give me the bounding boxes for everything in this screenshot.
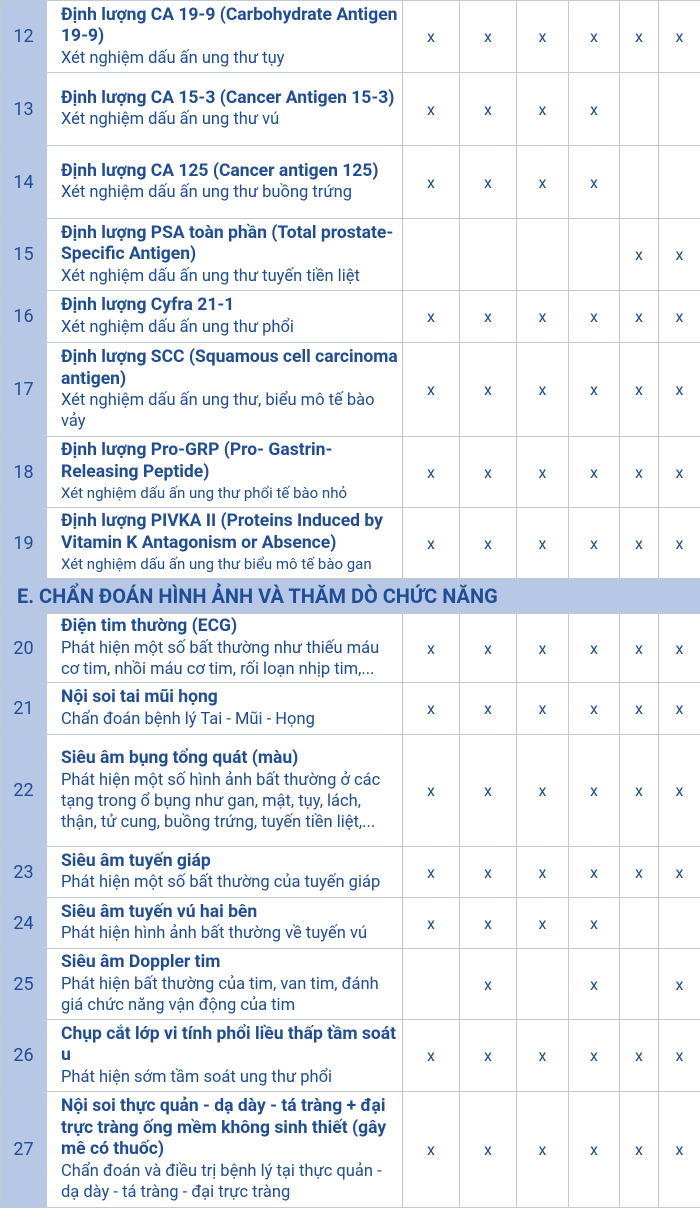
package-3-mark	[517, 219, 569, 291]
row-number: 12	[1, 1, 47, 73]
table-row	[1, 614, 700, 683]
service-title: Chụp cắt lớp vi tính phổi liều thấp tầm soát u	[61, 1024, 400, 1067]
table-row	[1, 949, 700, 1020]
row-number: 17	[1, 343, 47, 437]
package-3-mark: x	[517, 683, 569, 735]
package-2-mark: x	[460, 73, 517, 146]
package-6-mark	[659, 146, 700, 219]
package-6-mark	[659, 73, 700, 146]
service-title: Định lượng Cyfra 21-1	[61, 295, 400, 317]
package-5-mark: x	[620, 343, 659, 437]
package-6-mark: x	[659, 614, 700, 683]
package-4-mark: x	[569, 1, 620, 73]
package-6-mark: x	[659, 291, 700, 343]
row-number: 24	[1, 898, 47, 949]
row-number: 25	[1, 949, 47, 1020]
package-5-mark	[620, 73, 659, 146]
package-5-mark: x	[620, 508, 659, 579]
table-row	[1, 1, 700, 73]
package-5-mark: x	[620, 735, 659, 847]
package-1-mark: x	[403, 847, 460, 898]
package-1-mark: x	[403, 291, 460, 343]
package-3-mark: x	[517, 146, 569, 219]
row-number: 23	[1, 847, 47, 898]
package-4-mark: x	[569, 146, 620, 219]
package-6-mark: x	[659, 437, 700, 508]
package-1-mark: x	[403, 1092, 460, 1208]
row-number: 18	[1, 437, 47, 508]
package-3-mark: x	[517, 73, 569, 146]
package-5-mark: x	[620, 1, 659, 73]
package-6-mark: x	[659, 949, 700, 1020]
service-description	[47, 1092, 403, 1208]
package-3-mark: x	[517, 437, 569, 508]
package-3-mark: x	[517, 735, 569, 847]
package-2-mark: x	[460, 146, 517, 219]
service-subtitle: Chẩn đoán và điều trị bệnh lý tại thực quản - dạ dày - tá tràng - đại trực tràng	[61, 1161, 400, 1203]
package-1-mark: x	[403, 614, 460, 683]
service-description	[47, 437, 403, 508]
service-subtitle: Phát hiện một số hình ảnh bất thường ở các tạng trong ổ bụng như gan, mật, tụy, lách, thận, tử cung, buồng trứng, tuyến tiền liệt,...	[61, 770, 400, 833]
service-description	[47, 735, 403, 847]
service-description	[47, 847, 403, 898]
package-3-mark: x	[517, 847, 569, 898]
row-number: 26	[1, 1020, 47, 1092]
row-number: 13	[1, 73, 47, 146]
package-3-mark: x	[517, 1, 569, 73]
service-title: Định lượng PSA toàn phần (Total prostate-Specific Antigen)	[61, 223, 400, 266]
service-subtitle: Phát hiện một số bất thường như thiếu máu cơ tim, nhồi máu cơ tim, rối loạn nhịp tim,...	[61, 638, 400, 680]
package-3-mark: x	[517, 614, 569, 683]
package-4-mark: x	[569, 343, 620, 437]
service-description	[47, 1, 403, 73]
service-title: Định lượng CA 125 (Cancer antigen 125)	[61, 161, 400, 183]
package-4-mark: x	[569, 73, 620, 146]
package-6-mark: x	[659, 1020, 700, 1092]
row-number: 20	[1, 614, 47, 683]
row-number: 21	[1, 683, 47, 735]
package-6-mark: x	[659, 847, 700, 898]
package-2-mark: x	[460, 847, 517, 898]
service-title: Định lượng CA 19-9 (Carbohydrate Antigen 19-9)	[61, 5, 400, 48]
row-number: 27	[1, 1092, 47, 1208]
service-title: Điện tim thường (ECG)	[61, 616, 400, 638]
service-description	[47, 898, 403, 949]
package-5-mark	[620, 949, 659, 1020]
service-title: Nội soi thực quản - dạ dày - tá tràng + đại trực tràng ống mềm không sinh thiết (gây mê có thuốc)	[61, 1096, 400, 1161]
package-2-mark: x	[460, 735, 517, 847]
package-2-mark: x	[460, 1, 517, 73]
package-3-mark: x	[517, 898, 569, 949]
table-row	[1, 291, 700, 343]
package-4-mark: x	[569, 898, 620, 949]
table-row	[1, 735, 700, 847]
package-2-mark: x	[460, 1020, 517, 1092]
package-2-mark: x	[460, 949, 517, 1020]
service-title: Siêu âm tuyến giáp	[61, 851, 400, 873]
section-title: E. CHẨN ĐOÁN HÌNH ẢNH VÀ THĂM DÒ CHỨC NĂNG	[1, 579, 700, 614]
package-5-mark: x	[620, 614, 659, 683]
service-subtitle: Phát hiện sớm tầm soát ung thư phổi	[61, 1067, 400, 1088]
package-6-mark	[659, 898, 700, 949]
table-row	[1, 73, 700, 146]
package-4-mark: x	[569, 949, 620, 1020]
service-subtitle: Chẩn đoán bệnh lý Tai - Mũi - Họng	[61, 709, 400, 730]
service-title: Siêu âm bụng tổng quát (màu)	[61, 748, 400, 770]
service-subtitle: Xét nghiệm dấu ấn ung thư, biểu mô tế bào vảy	[61, 390, 400, 432]
service-title: Định lượng CA 15-3 (Cancer Antigen 15-3)	[61, 88, 400, 110]
service-subtitle: Xét nghiệm dấu ấn ung thư biểu mô tế bào gan	[61, 554, 400, 575]
package-5-mark: x	[620, 1092, 659, 1208]
service-subtitle: Xét nghiệm dấu ấn ung thư phổi tế bào nhỏ	[61, 483, 400, 504]
package-6-mark: x	[659, 343, 700, 437]
service-description	[47, 683, 403, 735]
package-1-mark: x	[403, 146, 460, 219]
package-5-mark: x	[620, 219, 659, 291]
package-4-mark: x	[569, 614, 620, 683]
table-row	[1, 847, 700, 898]
package-5-mark: x	[620, 437, 659, 508]
package-3-mark: x	[517, 291, 569, 343]
service-description	[47, 614, 403, 683]
table-row	[1, 1092, 700, 1208]
package-4-mark: x	[569, 1020, 620, 1092]
table-row	[1, 219, 700, 291]
service-description	[47, 508, 403, 579]
package-6-mark: x	[659, 219, 700, 291]
service-subtitle: Xét nghiệm dấu ấn ung thư tuyến tiền liệt	[61, 266, 400, 287]
package-2-mark: x	[460, 1092, 517, 1208]
package-5-mark: x	[620, 1020, 659, 1092]
package-2-mark: x	[460, 291, 517, 343]
package-1-mark: x	[403, 437, 460, 508]
package-1-mark: x	[403, 508, 460, 579]
package-5-mark: x	[620, 847, 659, 898]
table-row	[1, 146, 700, 219]
package-4-mark: x	[569, 735, 620, 847]
table-row	[1, 343, 700, 437]
service-subtitle: Phát hiện hình ảnh bất thường về tuyến vú	[61, 923, 400, 944]
package-5-mark: x	[620, 291, 659, 343]
package-3-mark: x	[517, 1020, 569, 1092]
package-6-mark: x	[659, 508, 700, 579]
service-description	[47, 146, 403, 219]
package-1-mark: x	[403, 73, 460, 146]
table-row	[1, 437, 700, 508]
package-5-mark	[620, 146, 659, 219]
package-6-mark: x	[659, 1, 700, 73]
package-1-mark: x	[403, 1, 460, 73]
package-2-mark: x	[460, 898, 517, 949]
service-subtitle: Xét nghiệm dấu ấn ung thư tụy	[61, 48, 400, 69]
package-4-mark: x	[569, 683, 620, 735]
package-5-mark: x	[620, 683, 659, 735]
package-6-mark: x	[659, 1092, 700, 1208]
package-2-mark: x	[460, 343, 517, 437]
service-title: Siêu âm tuyến vú hai bên	[61, 902, 400, 924]
package-1-mark: x	[403, 735, 460, 847]
service-title: Nội soi tai mũi họng	[61, 687, 400, 709]
package-2-mark	[460, 219, 517, 291]
package-1-mark	[403, 949, 460, 1020]
package-2-mark: x	[460, 437, 517, 508]
package-6-mark: x	[659, 683, 700, 735]
service-subtitle: Phát hiện một số bất thường của tuyến giáp	[61, 872, 400, 893]
package-1-mark: x	[403, 1020, 460, 1092]
package-6-mark: x	[659, 735, 700, 847]
service-subtitle: Xét nghiệm dấu ấn ung thư buồng trứng	[61, 182, 400, 203]
row-number: 15	[1, 219, 47, 291]
package-2-mark: x	[460, 614, 517, 683]
row-number: 14	[1, 146, 47, 219]
row-number: 19	[1, 508, 47, 579]
service-description	[47, 1020, 403, 1092]
package-4-mark: x	[569, 508, 620, 579]
package-1-mark: x	[403, 343, 460, 437]
package-3-mark	[517, 949, 569, 1020]
package-3-mark: x	[517, 343, 569, 437]
package-3-mark: x	[517, 1092, 569, 1208]
package-2-mark: x	[460, 508, 517, 579]
service-subtitle: Phát hiện bất thường của tim, van tim, đánh giá chức năng vận động của tim	[61, 974, 400, 1016]
service-title: Siêu âm Doppler tim	[61, 952, 400, 974]
package-1-mark	[403, 219, 460, 291]
package-4-mark: x	[569, 1092, 620, 1208]
row-number: 16	[1, 291, 47, 343]
package-3-mark: x	[517, 508, 569, 579]
package-1-mark: x	[403, 683, 460, 735]
table-body	[1, 1, 700, 1208]
service-description	[47, 73, 403, 146]
table-row	[1, 683, 700, 735]
row-number: 22	[1, 735, 47, 847]
service-subtitle: Xét nghiệm dấu ấn ung thư phổi	[61, 317, 400, 338]
service-description	[47, 949, 403, 1020]
package-1-mark: x	[403, 898, 460, 949]
section-header-row	[1, 579, 700, 614]
package-4-mark: x	[569, 437, 620, 508]
service-title: Định lượng PIVKA II (Proteins Induced by Vitamin K Antagonism or Absence)	[61, 511, 400, 554]
service-subtitle: Xét nghiệm dấu ấn ung thư vú	[61, 109, 400, 130]
table-row	[1, 508, 700, 579]
package-4-mark: x	[569, 291, 620, 343]
package-5-mark	[620, 898, 659, 949]
service-description	[47, 343, 403, 437]
package-4-mark: x	[569, 847, 620, 898]
service-description	[47, 291, 403, 343]
package-2-mark: x	[460, 683, 517, 735]
service-title: Định lượng Pro-GRP (Pro- Gastrin-Releasing Peptide)	[61, 440, 400, 483]
service-title: Định lượng SCC (Squamous cell carcinoma antigen)	[61, 347, 400, 390]
package-4-mark	[569, 219, 620, 291]
table-row	[1, 1020, 700, 1092]
table-row	[1, 898, 700, 949]
service-description	[47, 219, 403, 291]
